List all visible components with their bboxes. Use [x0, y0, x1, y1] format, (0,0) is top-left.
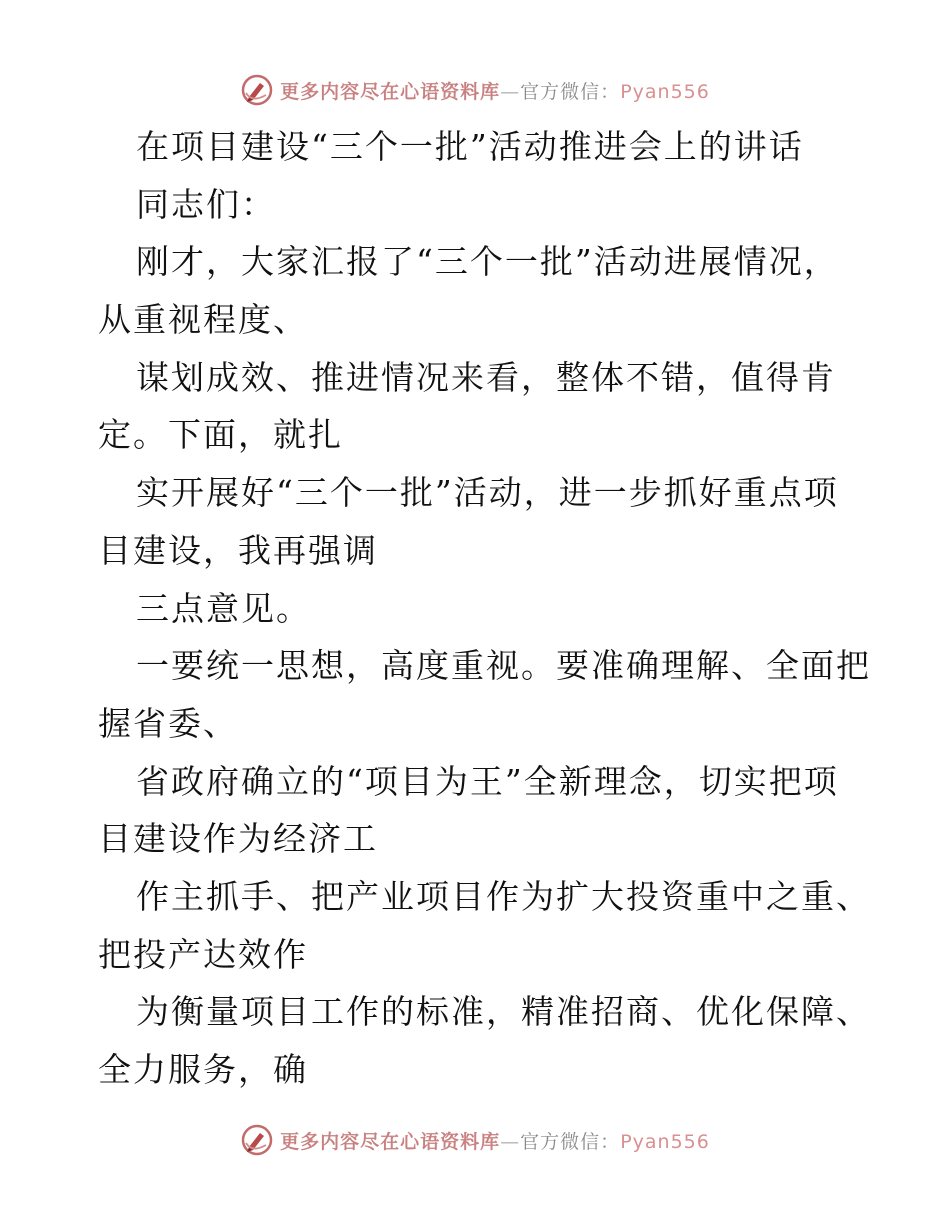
footer-dash: —	[500, 1130, 521, 1153]
footer-wechat-id: Pyan556	[620, 1130, 710, 1153]
header-banner-inner	[240, 73, 710, 107]
text-line: 刚才，大家汇报了“三个一批”活动进展情况，	[136, 242, 839, 282]
header-wechat-label: 官方微信：	[520, 80, 621, 103]
text-line: 作主抓手、把产业项目作为扩大投资重中之重、	[136, 876, 871, 916]
text-line: 省政府确立的“项目为王”全新理念，切实把项	[136, 761, 839, 801]
text-line: 三点意见。	[136, 588, 311, 628]
pen-logo-icon	[240, 73, 274, 107]
footer-brand: 更多内容尽在心语资料库	[280, 1130, 501, 1153]
text-line: 从重视程度、	[98, 300, 308, 340]
document-body	[98, 118, 871, 1099]
text-line: 目建设，我再强调	[98, 530, 378, 570]
header-wechat-id: Pyan556	[620, 80, 710, 103]
text-line: 定。下面，就扎	[98, 415, 343, 455]
pen-logo-icon	[240, 1123, 274, 1157]
footer-banner	[0, 1120, 950, 1160]
footer-banner-inner	[240, 1123, 710, 1157]
text-line: 一要统一思想，高度重视。要准确理解、全面把	[136, 646, 871, 686]
document-title: 在项目建设“三个一批”活动推进会上的讲话	[136, 127, 804, 166]
text-line: 全力服务，确	[98, 1050, 308, 1089]
text-line: 把投产达效作	[98, 934, 308, 974]
header-dash: —	[500, 80, 521, 103]
text-line: 握省委、	[98, 703, 238, 743]
header-brand: 更多内容尽在心语资料库	[280, 80, 501, 103]
text-line: 目建设作为经济工	[98, 819, 378, 859]
header-banner-text	[280, 77, 710, 104]
header-banner	[0, 70, 950, 110]
text-line: 同志们：	[136, 184, 276, 224]
text-line: 为衡量项目工作的标准，精准招商、优化保障、	[136, 992, 871, 1032]
footer-wechat-label: 官方微信：	[520, 1130, 621, 1153]
text-line: 实开展好“三个一批”活动，进一步抓好重点项	[136, 473, 839, 513]
footer-banner-text	[280, 1127, 710, 1154]
text-line: 谋划成效、推进情况来看，整体不错，值得肯	[136, 357, 836, 397]
